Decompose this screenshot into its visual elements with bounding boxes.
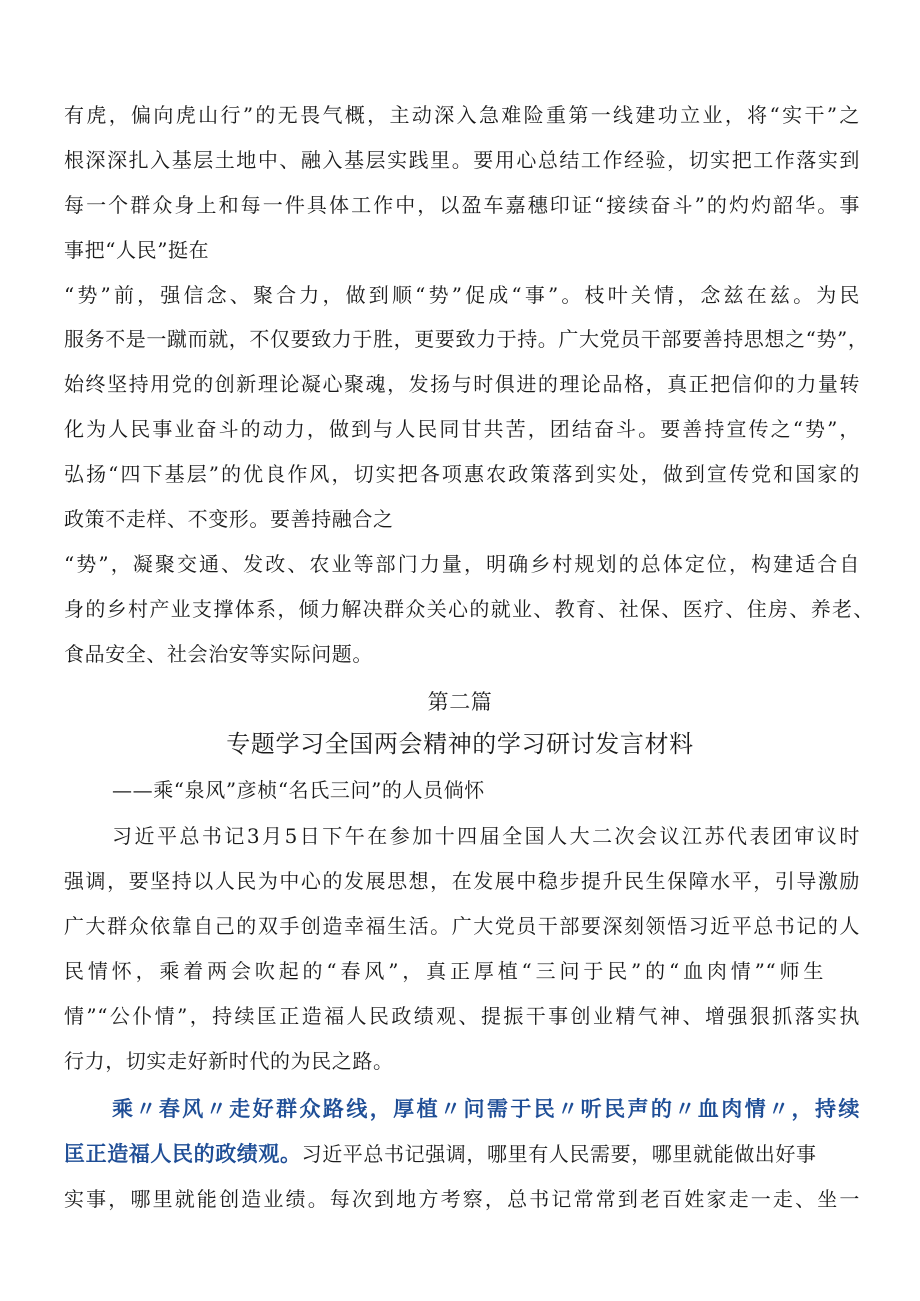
paragraph-line: 习近平总书记3月5日下午在参加十四届全国人大二次会议江苏代表团审议时 [112, 824, 860, 848]
paragraph-line: “势”前，强信念、聚合力，做到顺“势”促成“事”。枝叶关情，念兹在兹。为民 [64, 283, 860, 307]
section-heading: 第二篇 [427, 690, 493, 714]
paragraph-line: 广大群众依靠自己的双手创造幸福生活。广大党员干部要深刻领悟习近平总书记的人 [64, 914, 860, 938]
paragraph-line: 始终坚持用党的创新理论凝心聚魂，发扬与时俱进的理论品格，真正把信仰的力量转 [64, 372, 860, 396]
paragraph-line: 化为人民事业奋斗的动力，做到与人民同甘共苦，团结奋斗。要善持宣传之“势”， [64, 417, 860, 441]
paragraph-line: 行力，切实走好新时代的为民之路。 [64, 1049, 394, 1073]
paragraph-line: 情”“公仆情”，持续匡正造福人民政绩观、提振干事创业精气神、增强狠抓落实执 [64, 1004, 860, 1028]
paragraph-line [64, 1140, 817, 1168]
paragraph-line: 食品安全、社会治安等实际问题。 [64, 642, 373, 666]
paragraph-line: “势”，凝聚交通、发改、农业等部门力量，明确乡村规划的总体定位，构建适合自 [64, 552, 860, 576]
paragraph-text: 习近平总书记强调，哪里有人民需要，哪里就能做出好事 [301, 1142, 817, 1166]
paragraph-line: 根深深扎入基层土地中、融入基层实践里。要用心总结工作经验，切实把工作落实到 [64, 148, 860, 172]
highlight-sentence: 乘〃春风〃走好群众路线，厚植〃问需于民〃听民声的〃血肉情〃，持续 [112, 1097, 860, 1121]
paragraph-line: 每一个群众身上和每一件具体工作中，以盈车嘉穗印证“接续奋斗”的灼灼韶华。事 [64, 193, 860, 217]
paragraph-line: 弘扬“四下基层”的优良作风，切实把各项惠农政策落到实处，做到宣传党和国家的 [64, 462, 860, 486]
paragraph-line: 强调，要坚持以人民为中心的发展思想，在发展中稳步提升民生保障水平，引导激励 [64, 869, 860, 893]
document-title: 专题学习全国两会精神的学习研讨发言材料 [226, 730, 694, 758]
paragraph-line: 事把“人民”挺在 [64, 238, 210, 262]
paragraph-line: 服务不是一蹴而就，不仅要致力于胜，更要致力于持。广大党员干部要善持思想之“势”， [64, 327, 869, 351]
paragraph-line: 有虎，偏向虎山行”的无畏气概，主动深入急难险重第一线建功立业，将“实干”之 [64, 103, 860, 127]
paragraph-line: 政策不走样、不变形。要善持融合之 [64, 507, 394, 531]
highlight-sentence: 匡正造福人民的政绩观。 [64, 1142, 302, 1166]
paragraph-line: 身的乡村产业支撑体系，倾力解决群众关心的就业、教育、社保、医疗、住房、养老、 [64, 597, 874, 621]
document-subtitle: ——乘“泉风”彦桢“名氏三问”的人员倘怀 [112, 778, 485, 802]
paragraph-line: 民情怀，乘着两会吹起的“春风”，真正厚植“三问于民”的“血肉情”“师生 [64, 959, 824, 983]
paragraph-line: 实事，哪里就能创造业绩。每次到地方考察，总书记常常到老百姓家走一走、坐一 [64, 1187, 860, 1211]
